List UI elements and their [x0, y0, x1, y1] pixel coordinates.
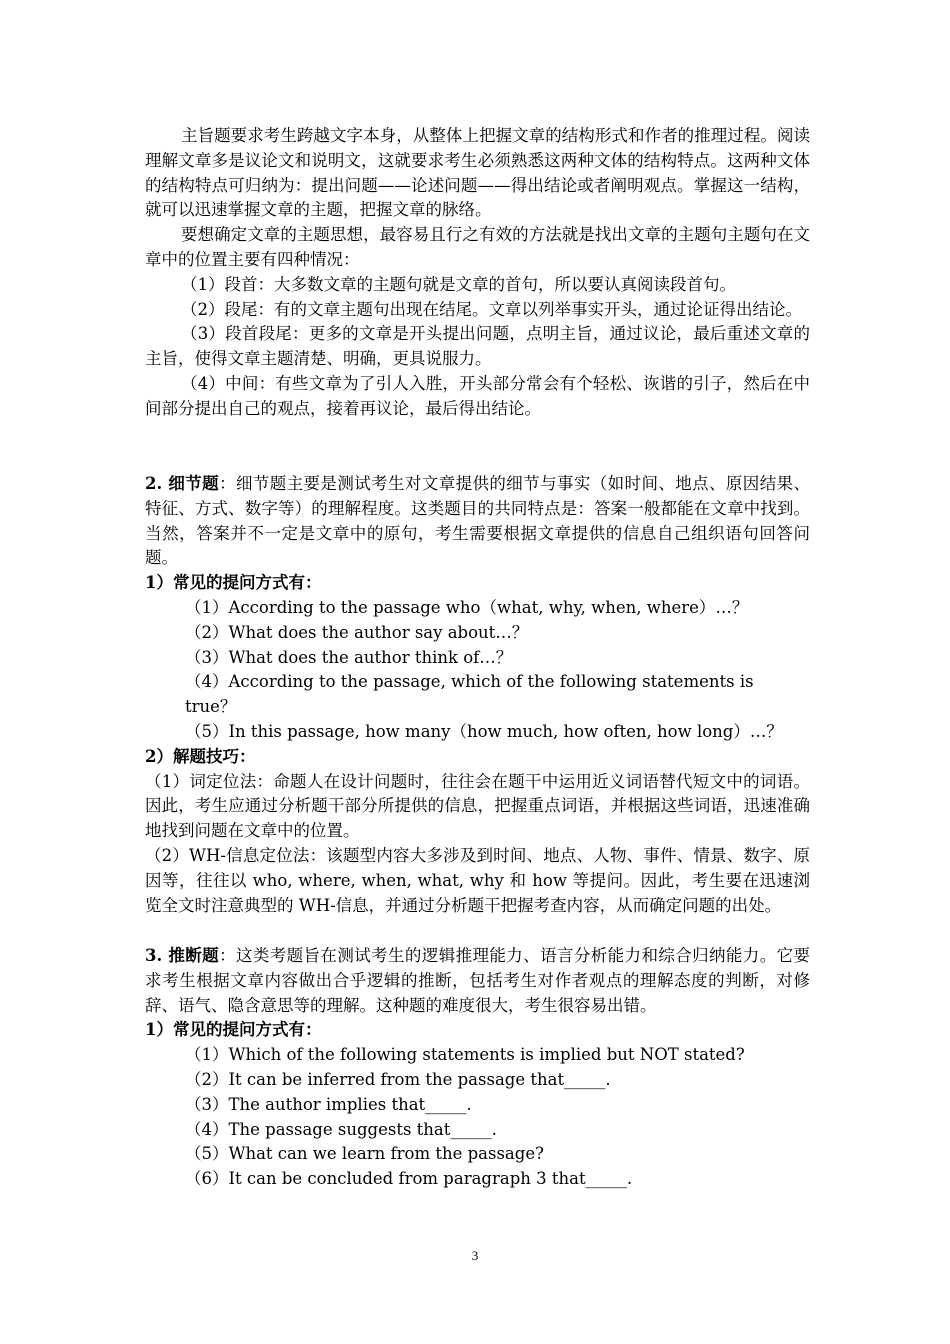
section-main-idea [145, 124, 810, 422]
question-item: （4）The passage suggests that_____. [185, 1119, 497, 1139]
question-item: （5）What can we learn from the passage? [185, 1144, 544, 1164]
list-item: （4）中间：有些文章为了引人入胜，开头部分常会有个轻松、诙谐的引子，然后在中间部分提出自己的观点，接着再议论，最后得出结论。 [145, 373, 810, 418]
section-detail-questions [145, 472, 810, 918]
question-item: （4）According to the passage, which of the following statements is true？ [185, 672, 754, 717]
paragraph: 要想确定文章的主题思想，最容易且行之有效的方法就是找出文章的主题句主题句在文章中的位置主要有四种情况： [145, 225, 810, 269]
section-title: 2. 细节题 [145, 474, 220, 493]
tip-paragraph: （1）词定位法：命题人在设计问题时，往往会在题干中运用近义词语替代短文中的词语。因此，考生应通过分析题干部分所提供的信息，把握重点词语，并根据这些词语，迅速准确地找到问题在文章中的位置。 [145, 771, 810, 841]
question-item: （1）Which of the following statements is implied but NOT stated? [185, 1045, 745, 1065]
paragraph: 主旨题要求考生跨越文字本身，从整体上把握文章的结构形式和作者的推理过程。阅读理解文章多是议论文和说明文，这就要求考生必须熟悉这两种文体的结构特点。这两种文体的结构特点可归纳为：提出问题——论述问题——得出结论或者阐明观点。掌握这一结构，就可以迅速掌握文章的主题，把握文章的脉络。 [145, 126, 810, 220]
tip-paragraph: （2）WH-信息定位法：该题型内容大多涉及到时间、地点、人物、事件、情景、数字、原因等，往往以 who, where, when, what, why 和 how 等提问。因此，考生要在迅速浏览全文时注意典型的 WH-信息，并通过分析题干把握考查内容，从而确定问题的出处。 [145, 845, 810, 915]
question-item: （6）It can be concluded from paragraph 3 that_____. [185, 1169, 633, 1189]
list-item: （1）段首：大多数文章的主题句就是文章的首句，所以要认真阅读段首句。 [181, 274, 736, 294]
section-paragraph [145, 944, 810, 1018]
subheading: 2）解题技巧： [145, 746, 256, 766]
section-paragraph [145, 472, 810, 571]
question-item: （5）In this passage, how many（how much, how often, how long）…？ [185, 721, 783, 741]
question-item: （2）It can be inferred from the passage that_____. [185, 1069, 611, 1089]
question-item: （3）The author implies that_____. [185, 1094, 472, 1114]
subheading: 1）常见的提问方式有： [145, 1020, 322, 1040]
section-intro: ：这类考题旨在测试考生的逻辑推理能力、语言分析能力和综合归纳能力。它要求考生根据文章内容做出合乎逻辑的推断，包括考生对作者观点的理解态度的判断，对修辞、语气、隐含意思等的理解。这种题的难度很大，考生很容易出错。 [145, 946, 810, 1015]
subheading: 1）常见的提问方式有： [145, 573, 322, 593]
page-number: 3 [471, 1248, 479, 1263]
section-title: 3. 推断题 [145, 946, 220, 965]
question-item: （2）What does the author say about…？ [185, 622, 529, 642]
list-item: （2）段尾：有的文章主题句出现在结尾。文章以列举事实开头，通过论证得出结论。 [181, 299, 802, 319]
section-intro: ：细节题主要是测试考生对文章提供的细节与事实（如时间、地点、原因结果、特征、方式、数字等）的理解程度。这类题目的共同特点是：答案一般都能在文章中找到。当然，答案并不一定是文章中的原句，考生需要根据文章提供的信息自己组织语句回答问题。 [145, 474, 810, 568]
question-item: （1）According to the passage who（what, why, when, where）…？ [185, 597, 749, 617]
list-item: （3）段首段尾：更多的文章是开头提出问题，点明主旨，通过议论，最后重述文章的主旨，使得文章主题清楚、明确，更具说服力。 [145, 324, 810, 369]
section-inference-questions [145, 944, 810, 1192]
question-item: （3）What does the author think of…？ [185, 647, 513, 667]
